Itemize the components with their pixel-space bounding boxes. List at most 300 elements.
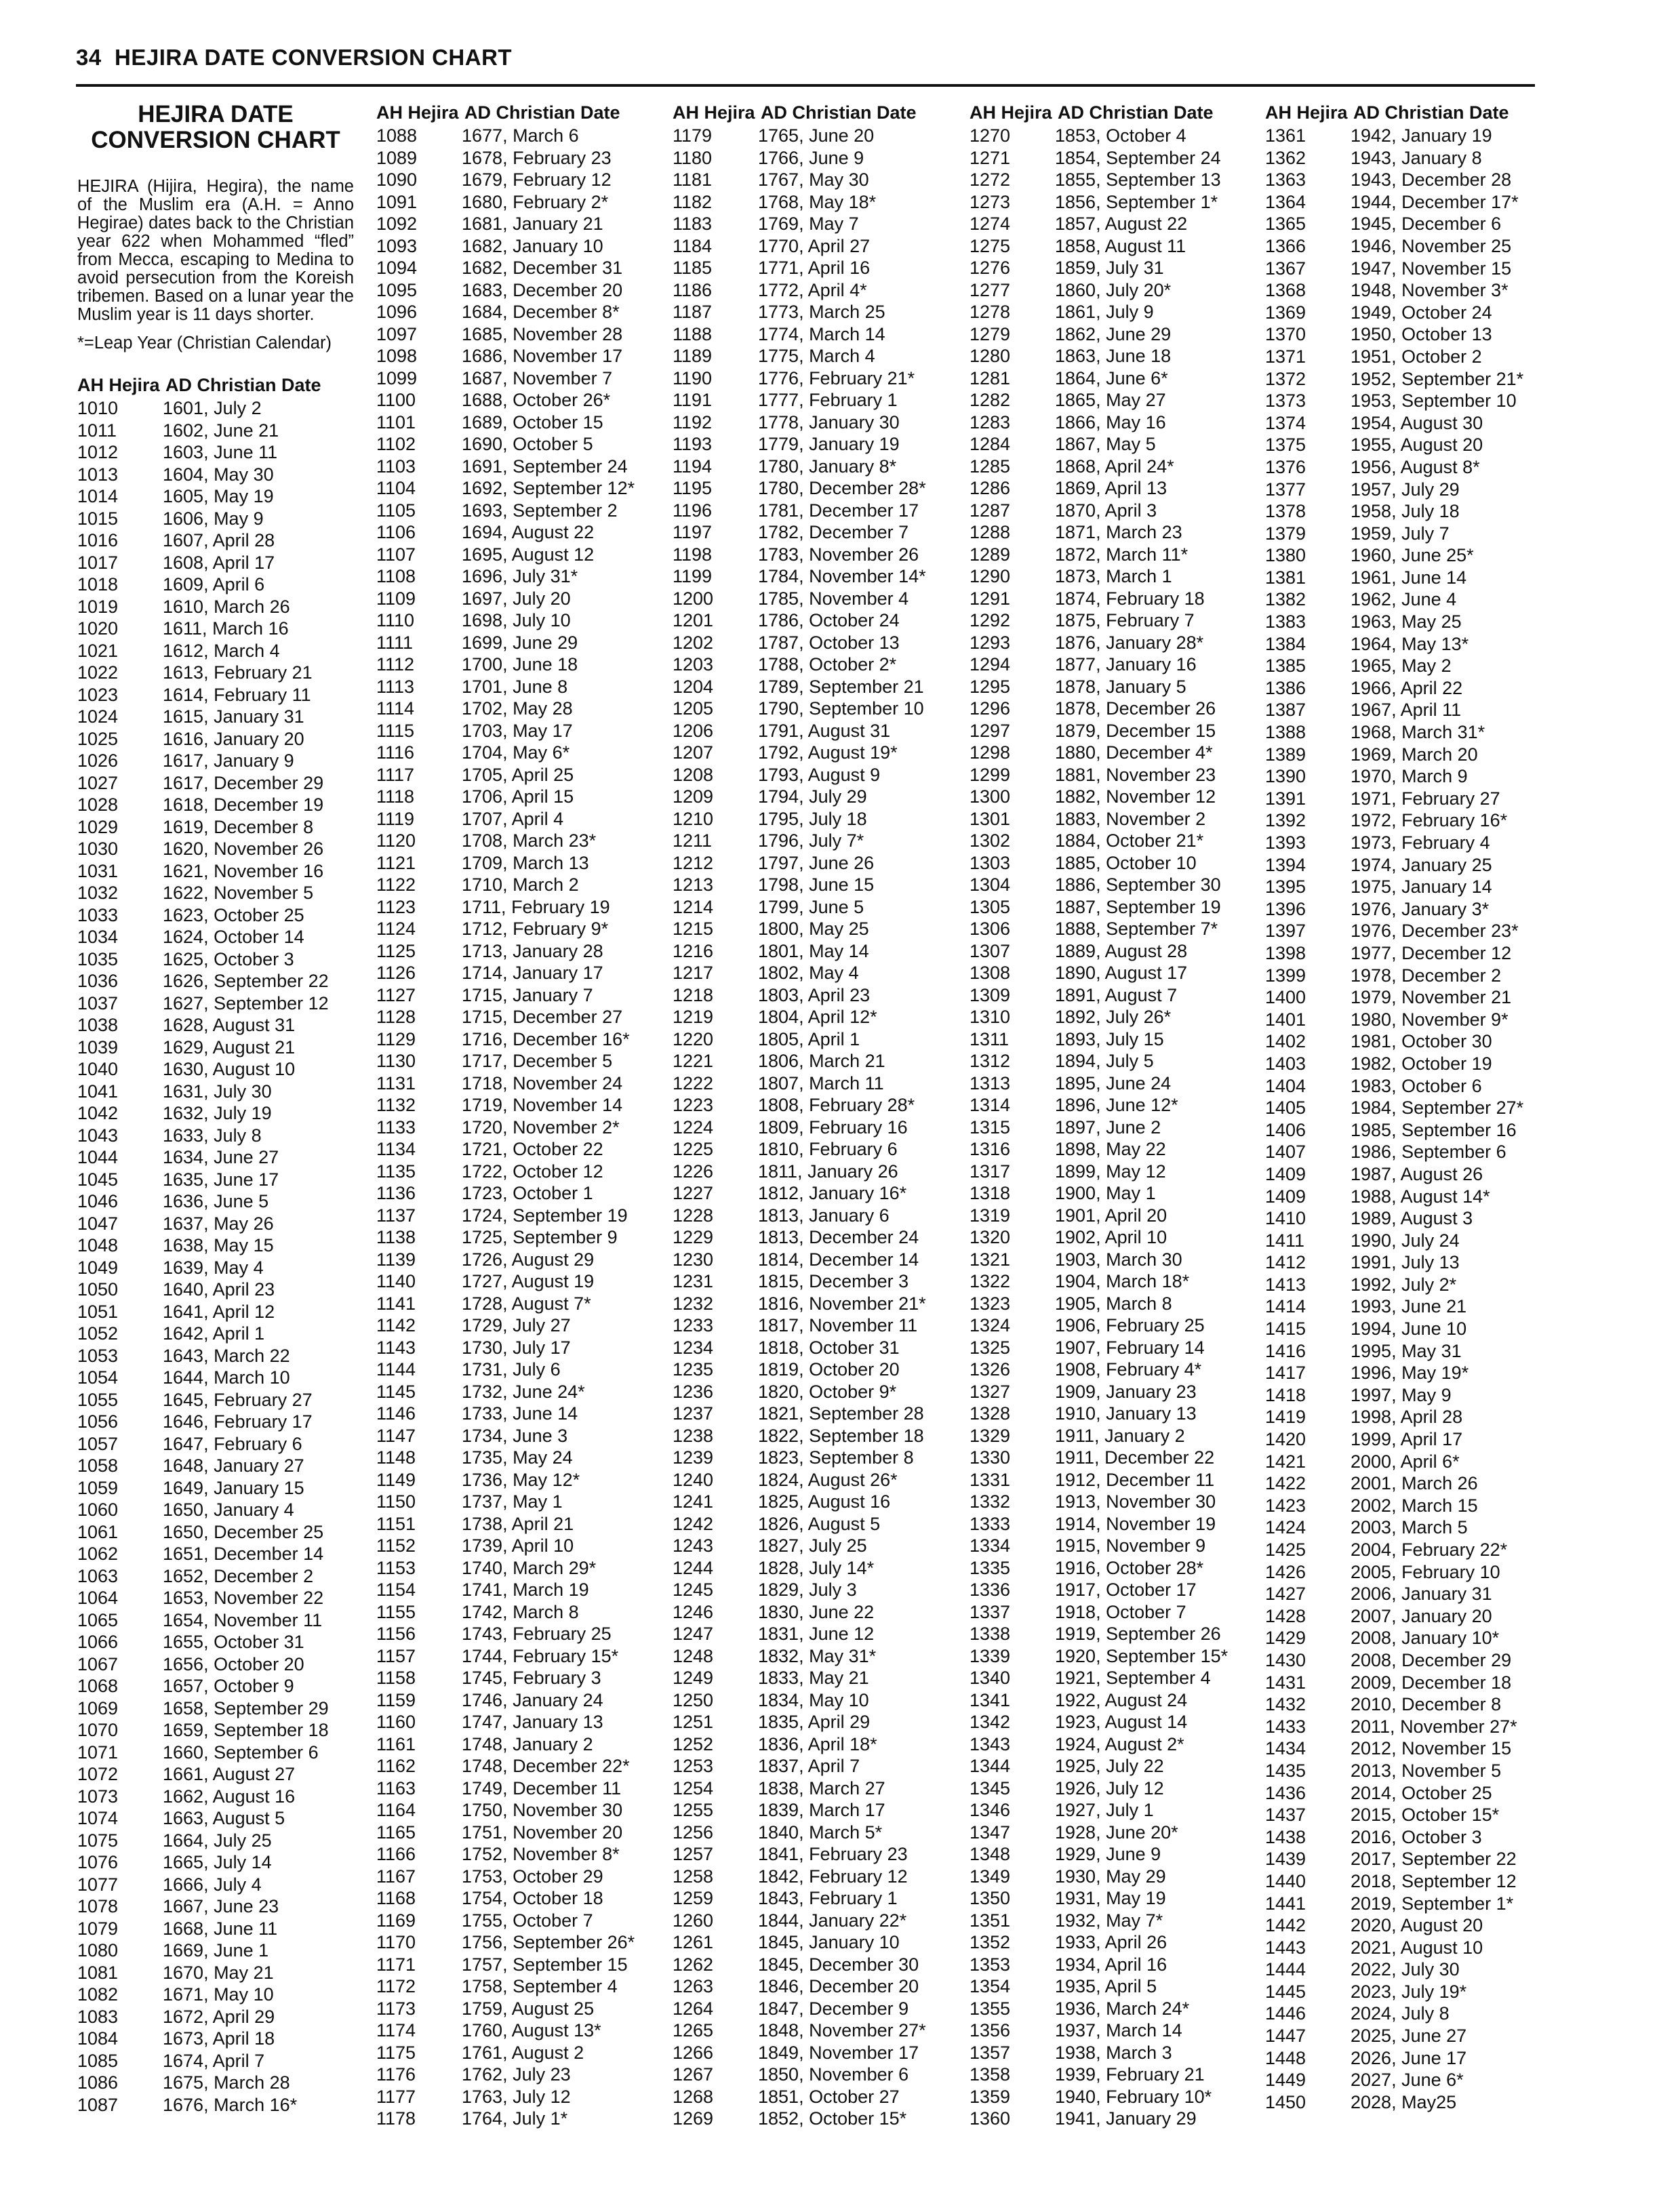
table-row (376, 2086, 635, 2108)
ah-year: 1094 (376, 258, 418, 278)
table-row (970, 653, 1228, 676)
table-row (673, 808, 926, 830)
ad-date: 1826, August 5 (758, 1513, 881, 1534)
ah-year: 1218 (673, 984, 714, 1005)
ah-year: 1337 (970, 1601, 1011, 1622)
table-row (1265, 2091, 1523, 2114)
table-row (970, 2108, 1228, 2130)
ah-year: 1351 (970, 1910, 1011, 1931)
table-row (77, 1742, 329, 1764)
ah-year: 1316 (970, 1139, 1011, 1159)
ah-year: 1271 (970, 147, 1011, 168)
ah-year: 1422 (1265, 1473, 1306, 1494)
ah-year: 1386 (1265, 677, 1306, 698)
ah-year: 1091 (376, 191, 418, 212)
ah-year: 1382 (1265, 589, 1306, 610)
ah-year: 1242 (673, 1513, 714, 1534)
ad-date: 1913, November 30 (1055, 1491, 1216, 1512)
ad-date: 1734, June 3 (462, 1425, 568, 1446)
table-row (970, 1689, 1228, 1712)
ah-year: 1173 (376, 1998, 416, 2019)
table-row (376, 257, 635, 279)
table-row (970, 323, 1228, 346)
ah-year: 1208 (673, 764, 714, 785)
table-row (77, 552, 329, 574)
ad-date: 1764, July 1* (462, 2108, 568, 2129)
ad-date: 1876, January 28* (1055, 632, 1204, 653)
table-row (673, 213, 926, 235)
ah-year: 1214 (673, 896, 714, 917)
ah-year: 1123 (376, 896, 416, 917)
ad-date: 1649, January 15 (163, 1477, 304, 1498)
ad-date: 1726, August 29 (462, 1249, 595, 1270)
ad-date: 1956, August 8* (1351, 456, 1480, 477)
ah-year: 1077 (77, 1874, 119, 1895)
table-row (673, 1226, 926, 1249)
ad-date: 1969, March 20 (1351, 744, 1478, 765)
ah-year: 1096 (376, 302, 418, 322)
ad-date: 1811, January 26 (758, 1161, 898, 1182)
ad-date: 1709, March 13 (462, 852, 589, 873)
ad-date: 1677, March 6 (462, 125, 579, 146)
ad-date: 1859, July 31 (1055, 258, 1164, 278)
table-row (376, 521, 635, 544)
table-row (970, 1755, 1228, 1777)
ah-year: 1177 (376, 2086, 416, 2107)
ad-date: 1758, September 4 (462, 1976, 618, 1996)
ah-year: 1057 (77, 1433, 119, 1454)
ah-year: 1339 (970, 1645, 1011, 1666)
ad-date: 1845, December 30 (758, 1954, 919, 1975)
ad-date: 1757, September 15 (462, 1954, 628, 1975)
ad-date: 1970, March 9 (1351, 766, 1468, 787)
table-row (77, 574, 329, 596)
ah-year: 1134 (376, 1139, 416, 1159)
column-header (1265, 100, 1523, 125)
table-row (673, 235, 926, 258)
ah-year: 1102 (376, 434, 416, 454)
table-row (1265, 1649, 1523, 1672)
ad-date: 1845, January 10 (758, 1932, 900, 1952)
ah-year: 1229 (673, 1227, 714, 1247)
ad-date: 1828, July 14* (758, 1557, 875, 1578)
table-row (1265, 1627, 1523, 1649)
ad-date: 1750, November 30 (462, 1800, 623, 1820)
table-row (1265, 1914, 1523, 1937)
ah-year: 1052 (77, 1323, 119, 1344)
table-row (376, 191, 635, 214)
page-header (76, 42, 1535, 87)
ad-date: 1625, October 3 (163, 948, 294, 969)
table-row (673, 1843, 926, 1866)
ah-year: 1209 (673, 786, 714, 807)
ad-date: 1960, June 25* (1351, 545, 1474, 566)
ah-year: 1315 (970, 1117, 1011, 1138)
ah-year: 1244 (673, 1557, 714, 1578)
table-row (673, 367, 926, 390)
ad-date: 1862, June 29 (1055, 323, 1172, 344)
ah-year: 1228 (673, 1205, 714, 1226)
ad-date: 1771, April 16 (758, 258, 871, 278)
table-row (673, 676, 926, 698)
table-row (970, 1094, 1228, 1117)
ad-date: 1992, July 2* (1351, 1274, 1457, 1295)
ad-date: 1630, August 10 (163, 1059, 296, 1079)
ad-date: 2005, February 10 (1351, 1561, 1500, 1582)
table-row (673, 1381, 926, 1403)
table-row (1265, 633, 1523, 656)
ah-year: 1336 (970, 1580, 1011, 1600)
ah-year: 1046 (77, 1191, 119, 1211)
ah-year: 1360 (970, 2108, 1011, 2129)
date-column-2 (376, 100, 635, 2130)
table-row (77, 1433, 329, 1455)
table-row (673, 2042, 926, 2064)
ah-year: 1287 (970, 500, 1011, 521)
ah-year: 1143 (376, 1337, 416, 1358)
ad-date: 1650, January 4 (163, 1500, 294, 1520)
ah-year: 1266 (673, 2042, 714, 2063)
ah-year: 1014 (77, 486, 119, 506)
ad-date: 1856, September 1* (1055, 191, 1218, 212)
table-row (376, 962, 635, 984)
table-row (376, 1931, 635, 1954)
table-row (376, 1491, 635, 1513)
table-row (970, 235, 1228, 258)
ad-date: 1875, February 7 (1055, 610, 1195, 630)
table-row (77, 1521, 329, 1544)
ad-date: 1916, October 28* (1055, 1557, 1204, 1578)
ah-year: 1021 (77, 640, 119, 661)
ad-date: 1891, August 7 (1055, 984, 1178, 1005)
ad-date: 1613, February 21 (163, 662, 313, 683)
ad-date: 2000, April 6* (1351, 1451, 1460, 1472)
ad-date: 1966, April 22 (1351, 677, 1463, 698)
column-rows (673, 125, 926, 2130)
ah-year: 1417 (1265, 1363, 1306, 1384)
ah-year: 1194 (673, 456, 713, 477)
ah-year: 1216 (673, 940, 714, 961)
table-row (970, 1711, 1228, 1733)
ad-date: 1727, August 19 (462, 1271, 595, 1291)
ad-date: 1996, May 19* (1351, 1363, 1469, 1384)
ad-date: 1800, May 25 (758, 919, 869, 939)
ad-date: 1665, July 14 (163, 1852, 272, 1872)
table-row (673, 1601, 926, 1624)
page-header-title: 34 HEJIRA DATE CONVERSION CHART (76, 45, 513, 70)
ah-year: 1040 (77, 1059, 119, 1079)
ah-year: 1419 (1265, 1407, 1306, 1428)
table-row (376, 1381, 635, 1403)
ah-year: 1026 (77, 750, 119, 771)
ah-year: 1352 (970, 1932, 1011, 1952)
ad-date: 1659, September 18 (163, 1720, 329, 1740)
ad-date: 1637, May 26 (163, 1213, 274, 1234)
ad-date: 1717, December 5 (462, 1051, 613, 1071)
ah-year: 1200 (673, 588, 714, 609)
table-row (376, 1513, 635, 1535)
table-row (1265, 1009, 1523, 1031)
ad-date: 1663, August 5 (163, 1808, 285, 1828)
ad-date: 1997, May 9 (1351, 1384, 1452, 1405)
ad-date: 1627, September 12 (163, 992, 329, 1013)
ah-year: 1414 (1265, 1296, 1306, 1317)
table-row (970, 1293, 1228, 1315)
table-row (77, 992, 329, 1015)
ad-date: 1951, October 2 (1351, 346, 1482, 367)
ad-date: 1661, August 27 (163, 1764, 296, 1784)
ah-year: 1114 (376, 698, 415, 719)
ad-date: 1642, April 1 (163, 1323, 265, 1344)
ad-date: 1796, July 7* (758, 830, 864, 851)
ah-year: 1400 (1265, 987, 1306, 1008)
table-row (376, 125, 635, 147)
ah-year: 1397 (1265, 921, 1306, 942)
table-row (970, 411, 1228, 434)
table-row (673, 191, 926, 214)
ah-year: 1045 (77, 1169, 119, 1190)
table-row (77, 1125, 329, 1147)
ad-date: 1906, February 25 (1055, 1315, 1205, 1335)
table-row (77, 2050, 329, 2072)
ad-date: 1712, February 9* (462, 919, 609, 939)
ad-date: 2012, November 15 (1351, 1738, 1512, 1759)
table-row (77, 750, 329, 772)
ad-date: 1761, August 2 (462, 2042, 584, 2063)
table-row (1265, 1451, 1523, 1473)
table-row (77, 1851, 329, 1874)
table-row (673, 1447, 926, 1469)
ad-date: 1715, January 7 (462, 984, 593, 1005)
table-row (970, 1491, 1228, 1513)
table-row (1265, 744, 1523, 766)
ah-year: 1430 (1265, 1649, 1306, 1670)
table-row (1265, 965, 1523, 987)
ah-year: 1135 (376, 1161, 416, 1182)
table-row (1265, 1870, 1523, 1893)
ad-date: 1670, May 21 (163, 1962, 274, 1983)
ad-date: 1601, July 2 (163, 398, 262, 418)
ah-year: 1379 (1265, 523, 1306, 544)
ah-year: 1302 (970, 830, 1011, 851)
ad-date: 1614, February 11 (163, 684, 311, 705)
ah-year: 1038 (77, 1015, 119, 1035)
ad-date: 1898, May 22 (1055, 1139, 1166, 1159)
table-row (673, 521, 926, 544)
table-row (77, 464, 329, 486)
ad-date: 1605, May 19 (163, 486, 274, 506)
ah-year: 1219 (673, 1007, 714, 1027)
ad-date: 2006, January 31 (1351, 1584, 1492, 1605)
ad-date: 1942, January 19 (1351, 125, 1492, 146)
ah-year: 1254 (673, 1777, 714, 1798)
ah-year: 1131 (376, 1072, 416, 1093)
table-row (376, 632, 635, 654)
ah-year: 1303 (970, 852, 1011, 873)
table-row (673, 2086, 926, 2108)
ah-year: 1145 (376, 1381, 416, 1402)
table-row (77, 1830, 329, 1852)
ah-year: 1279 (970, 323, 1011, 344)
ah-year: 1249 (673, 1668, 714, 1688)
ah-year: 1289 (970, 544, 1011, 565)
table-row (673, 2064, 926, 2086)
ah-year: 1427 (1265, 1584, 1306, 1605)
ah-year: 1250 (673, 1689, 714, 1710)
table-row (376, 1755, 635, 1777)
ah-year: 1110 (376, 610, 415, 630)
ad-date: 1795, July 18 (758, 808, 867, 829)
table-row (77, 1786, 329, 1808)
table-row (376, 1138, 635, 1161)
ad-date: 2017, September 22 (1351, 1849, 1517, 1870)
table-row (673, 1513, 926, 1535)
table-row (77, 1807, 329, 1830)
table-row (376, 1293, 635, 1315)
ad-date: 1864, June 6* (1055, 367, 1168, 388)
ah-year: 1433 (1265, 1716, 1306, 1737)
ad-date: 1672, April 29 (163, 2006, 275, 2027)
table-row (77, 1169, 329, 1191)
ah-year: 1111 (376, 632, 414, 653)
ah-year: 1161 (376, 1733, 416, 1754)
ah-year: 1369 (1265, 302, 1306, 323)
table-row (376, 389, 635, 411)
ad-date: 2009, December 18 (1351, 1672, 1512, 1693)
ad-date: 1787, October 13 (758, 632, 900, 653)
ah-year: 1109 (376, 588, 416, 609)
ad-date: 1926, July 12 (1055, 1777, 1164, 1798)
ad-date: 1700, June 18 (462, 654, 578, 675)
table-row (1265, 323, 1523, 346)
ad-date: 1830, June 22 (758, 1601, 875, 1622)
table-row (970, 1270, 1228, 1293)
ah-year: 1260 (673, 1910, 714, 1931)
ad-date: 1747, January 13 (462, 1712, 603, 1732)
ad-date: 1892, July 26* (1055, 1007, 1172, 1027)
table-row (376, 1337, 635, 1359)
ad-date: 1850, November 6 (758, 2064, 909, 2085)
ah-year: 1320 (970, 1227, 1011, 1247)
table-row (77, 1763, 329, 1786)
ad-date: 1749, December 11 (462, 1777, 622, 1798)
ad-date: 1939, February 21 (1055, 2064, 1205, 2085)
ad-date: 1765, June 20 (758, 125, 875, 146)
ah-year: 1165 (376, 1822, 416, 1843)
table-row (1265, 125, 1523, 147)
table-row (1265, 986, 1523, 1009)
column-rows (77, 397, 329, 2116)
ah-year: 1238 (673, 1425, 714, 1446)
ad-date: 1680, February 2* (462, 191, 609, 212)
ad-date: 1879, December 15 (1055, 720, 1216, 741)
ad-date: 1858, August 11 (1055, 235, 1186, 256)
ah-year: 1015 (77, 508, 119, 529)
table-row (970, 1226, 1228, 1249)
table-row (1265, 1186, 1523, 1208)
ah-year: 1262 (673, 1954, 714, 1975)
table-row (77, 1213, 329, 1235)
ah-year: 1283 (970, 411, 1011, 433)
table-row (1265, 1605, 1523, 1628)
table-row (77, 1081, 329, 1103)
table-row (673, 1161, 926, 1183)
ad-date: 1881, November 23 (1055, 764, 1216, 785)
table-row (376, 1050, 635, 1072)
ad-date: 1683, December 20 (462, 279, 623, 300)
table-row (673, 1072, 926, 1095)
ad-date: 1814, December 14 (758, 1249, 919, 1270)
table-row (673, 896, 926, 919)
ad-date: 1849, November 17 (758, 2042, 919, 2063)
ah-year: 1324 (970, 1315, 1011, 1335)
table-row (1265, 1053, 1523, 1075)
ad-date: 1722, October 12 (462, 1161, 603, 1182)
ad-date: 1792, August 19* (758, 742, 898, 763)
table-row (1265, 1848, 1523, 1870)
ah-year: 1439 (1265, 1849, 1306, 1870)
ah-year: 1033 (77, 904, 119, 925)
ah-year: 1074 (77, 1808, 119, 1828)
ad-date: 1610, March 26 (163, 596, 290, 617)
ah-year: 1261 (673, 1932, 714, 1952)
ad-date: 1643, March 22 (163, 1345, 290, 1366)
ah-year: 1329 (970, 1425, 1011, 1446)
ah-year: 1075 (77, 1830, 119, 1851)
table-row (77, 926, 329, 948)
ad-date: 1708, March 23* (462, 830, 597, 851)
table-row (376, 1535, 635, 1557)
ad-date: 1984, September 27* (1351, 1098, 1524, 1119)
table-row (970, 1645, 1228, 1668)
ah-year: 1423 (1265, 1495, 1306, 1516)
table-row (673, 720, 926, 742)
ad-date: 1912, December 11 (1055, 1469, 1215, 1490)
table-row (376, 544, 635, 566)
ah-year: 1268 (673, 2086, 714, 2107)
table-row (970, 1359, 1228, 1381)
ah-year: 1199 (673, 566, 713, 586)
ah-year: 1243 (673, 1535, 714, 1556)
ad-date: 2020, August 20 (1351, 1915, 1483, 1936)
ad-date: 1852, October 15* (758, 2108, 907, 2129)
ad-date: 1967, April 11 (1351, 700, 1462, 721)
ad-date: 1699, June 29 (462, 632, 578, 653)
ad-date: 1937, March 14 (1055, 2020, 1182, 2040)
ad-date: 1752, November 8* (462, 1844, 620, 1864)
table-row (376, 1359, 635, 1381)
ah-year: 1405 (1265, 1098, 1306, 1119)
table-row (970, 1028, 1228, 1051)
table-row (970, 874, 1228, 896)
ad-date: 1651, December 14 (163, 1544, 324, 1564)
ad-date: 1713, January 28 (462, 940, 603, 961)
table-row (1265, 832, 1523, 854)
table-row (376, 786, 635, 808)
ad-date: 1865, May 27 (1055, 390, 1166, 410)
ah-year: 1245 (673, 1580, 714, 1600)
ad-date: 1658, September 29 (163, 1697, 329, 1718)
ah-year: 1185 (673, 258, 713, 278)
table-row (1265, 147, 1523, 169)
ah-year: 1221 (673, 1051, 714, 1071)
table-row (376, 1954, 635, 1976)
table-row (673, 1469, 926, 1491)
ad-date: 2024, July 8 (1351, 2003, 1450, 2024)
table-row (376, 1006, 635, 1028)
table-row (673, 588, 926, 610)
table-row (1265, 2069, 1523, 2091)
